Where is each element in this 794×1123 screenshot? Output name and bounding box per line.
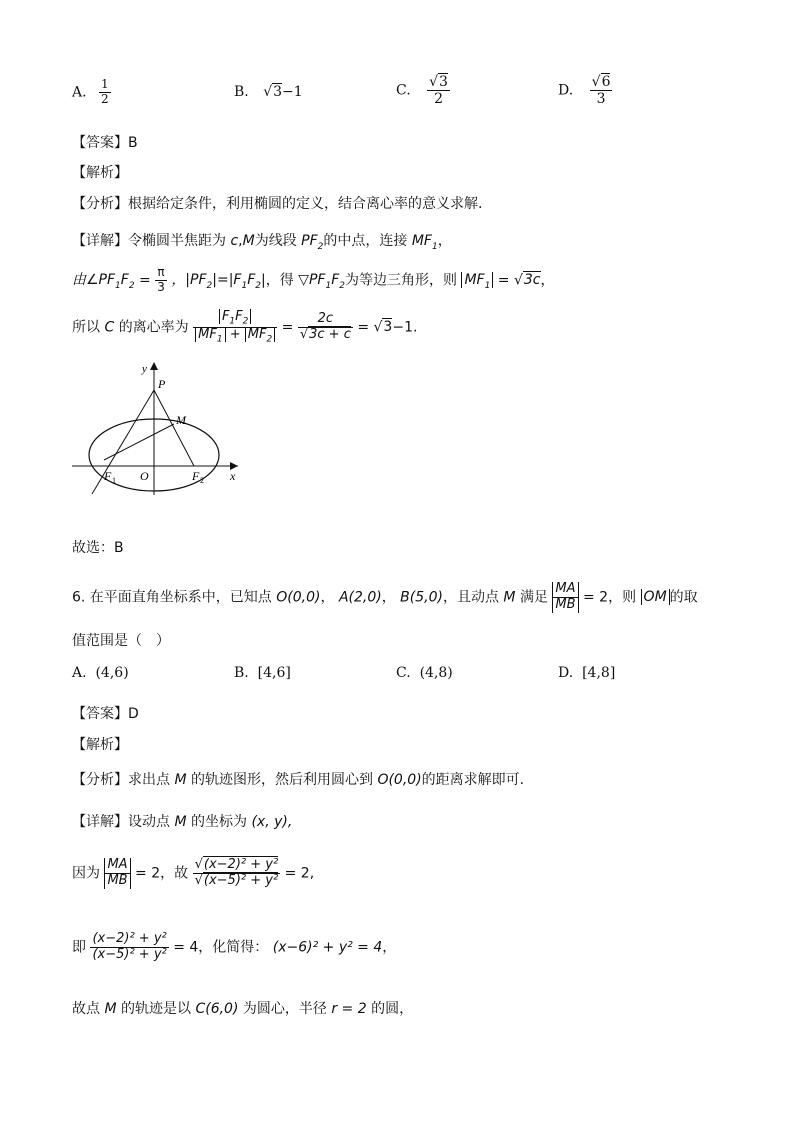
- label-f2: F: [192, 469, 200, 483]
- q6-stem-line1: 6. 在平面直角坐标系中，已知点 O(0,0)， A(2,0)， B(5,0)，且动点 M 满足 $\frac{MA}{MB}$ = 2，则 OM 的取: [72, 581, 698, 612]
- label-y: y: [142, 363, 147, 375]
- q6-option-d: D. [4,8]: [558, 665, 616, 681]
- q6-option-a: A. (4,6): [72, 665, 129, 681]
- label-f1: F: [104, 469, 112, 483]
- option-b: B. √3−1: [234, 84, 303, 100]
- detail-5-line1: 【详解】令椭圆半焦距为 c,M为线段 $PF_2$的中点，连接 $MF_1$，: [72, 233, 452, 252]
- label-m: M: [176, 413, 186, 427]
- analysis-6: 【分析】求出点 M 的轨迹图形，然后利用圆心到 O(0,0)的距离求解即可.: [72, 772, 525, 788]
- option-c: C. $\frac{√3}{2}$: [396, 74, 448, 108]
- label-x: x: [230, 469, 236, 483]
- line-pf2: [154, 390, 194, 466]
- y-axis-arrow: [150, 362, 158, 370]
- svg-text:2: 2: [200, 476, 204, 485]
- ellipse-figure: [66, 360, 246, 500]
- answer-6: 【答案】D: [72, 706, 139, 722]
- detail-6-line3: 即 $\frac{\text{(x−2)² + y²}}{\text{(x−5)² + y²}}$ = 4，化简得： (x−6)² + y² = 4，: [72, 931, 397, 962]
- detail-6-line4: 故点 M 的轨迹是以 C(6,0) 为圆心，半径 r = 2 的圆，: [72, 1001, 414, 1017]
- q6-option-c: C. (4,8): [396, 665, 453, 681]
- detail-5-line2: 由$\angle PF_1F_2$ = $\frac{\pi}{3}$ ，$|PF_2|=|F_1F_2|$，得 $▽PF_1F_2$为等边三角形，则 $MF_1 = √3c$，: [72, 265, 555, 294]
- q6-stem-line2: 值范围是（ ）: [72, 633, 170, 649]
- conclusion-5: 故选：B: [72, 540, 124, 556]
- detail-6-line1: 【详解】设动点 M 的坐标为 (x, y),: [72, 814, 293, 830]
- line-f1m: [104, 424, 174, 460]
- label-o: O: [140, 469, 149, 483]
- svg-text:1: 1: [112, 476, 116, 485]
- label-p: P: [158, 377, 166, 391]
- analysis-head-5: 【解析】: [72, 165, 128, 181]
- q6-option-b: B. [4,6]: [234, 665, 291, 681]
- detail-6-line2: 因为 $\frac{MA}{MB}$ = 2，故 $\frac{\text{√(x−2)² + y²}}{\text{√(x−5)² + y²}}$ = 2,: [72, 857, 315, 888]
- detail-5-line3: 所以 C 的离心率为 $\frac{F_1F_2}{MF_1 + MF_2}$ = $\frac{2c}{√3c + c}$ = √3−1.: [72, 309, 418, 345]
- analysis-5: 【分析】根据给定条件，利用椭圆的定义，结合离心率的意义求解.: [72, 196, 483, 212]
- option-d: D. $\frac{√6}{3}$: [558, 74, 611, 108]
- answer-5: 【答案】B: [72, 135, 138, 151]
- analysis-head-6: 【解析】: [72, 737, 128, 753]
- option-a: A. $\frac{1}{2}$: [72, 77, 109, 106]
